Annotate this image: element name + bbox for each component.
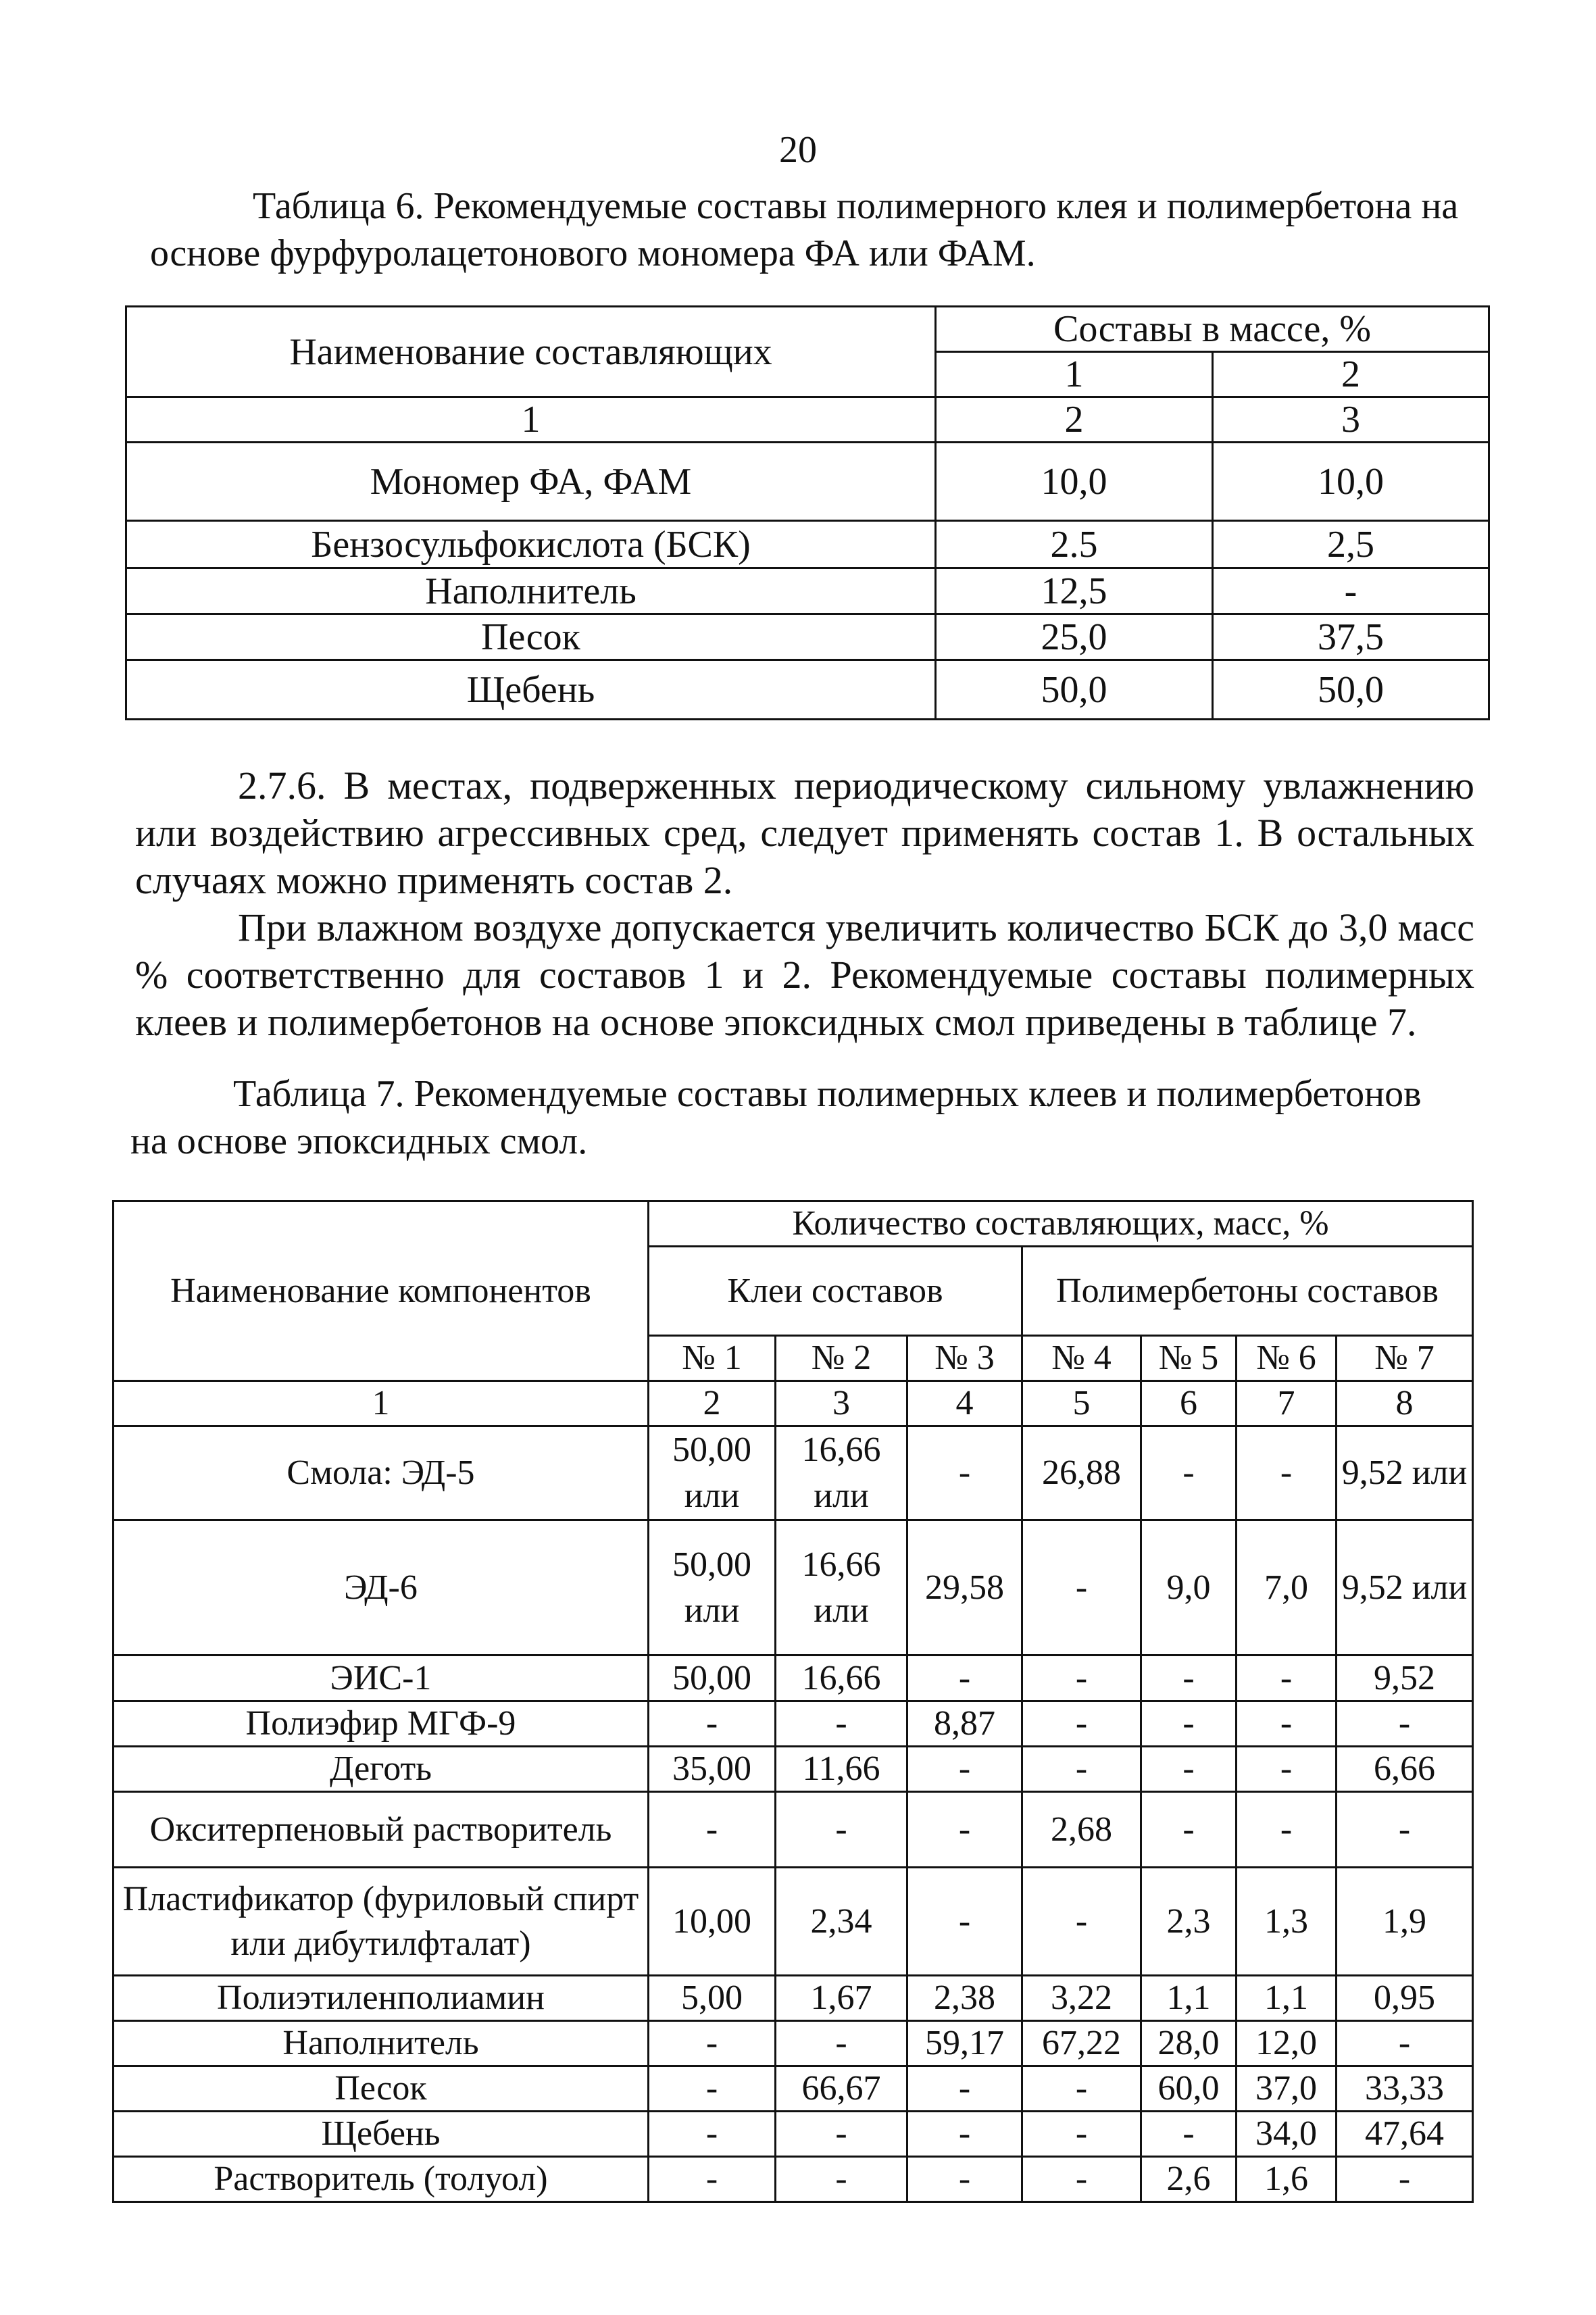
t7-cell: 9,52 или — [1337, 1426, 1473, 1520]
t7-cell: ЭД-6 — [114, 1520, 649, 1656]
t7-num: № 3 — [907, 1336, 1022, 1381]
t7-cell: Деготь — [114, 1747, 649, 1792]
t7-cell: 37,0 — [1237, 2066, 1337, 2112]
t7-cell: 9,0 — [1141, 1520, 1237, 1656]
t7-cell: 28,0 — [1141, 2021, 1237, 2066]
t6-head-name: Наименование составляющих — [126, 307, 936, 397]
table-row — [126, 614, 1489, 660]
table-row — [114, 1976, 1473, 2021]
t7-cell: Смола: ЭД-5 — [114, 1426, 649, 1520]
t7-cell: 2,34 — [776, 1868, 907, 1976]
t6-cell: Наполнитель — [126, 568, 936, 614]
t7-cell: - — [1022, 1747, 1141, 1792]
t7-cell: 66,67 — [776, 2066, 907, 2112]
table-row — [114, 1426, 1473, 1520]
t7-cell: - — [649, 2157, 776, 2202]
t7-cell: 1,6 — [1237, 2157, 1337, 2202]
t7-cell: - — [1141, 1426, 1237, 1520]
table-row — [114, 1747, 1473, 1792]
table-row — [114, 2021, 1473, 2066]
table-row — [126, 443, 1489, 521]
t7-num: № 1 — [649, 1336, 776, 1381]
table-row — [126, 521, 1489, 568]
t7-cell: - — [907, 2066, 1022, 2112]
t7-cell: 5,00 — [649, 1976, 776, 2021]
t7-colnum: 8 — [1337, 1381, 1473, 1426]
t7-cell: - — [907, 1656, 1022, 1701]
t7-cell: 8,87 — [907, 1701, 1022, 1747]
t7-colnum: 6 — [1141, 1381, 1237, 1426]
t7-cell: 29,58 — [907, 1520, 1022, 1656]
t6-head-c2: 2 — [1213, 352, 1489, 397]
table7-caption: Таблица 7. Рекомендуемые составы полимерных клеев и полимербетонов на основе эпоксидных смол. — [130, 1073, 1422, 1162]
t7-colnum: 2 — [649, 1381, 776, 1426]
t7-cell: 16,66 — [776, 1656, 907, 1701]
t7-cell: 2,6 — [1141, 2157, 1237, 2202]
t7-cell: 10,00 — [649, 1868, 776, 1976]
t7-colnum: 4 — [907, 1381, 1022, 1426]
t7-cell: - — [1337, 1701, 1473, 1747]
t7-cell: Пластификатор (фуриловый спирт или дибутилфталат) — [114, 1868, 649, 1976]
t7-cell: - — [1337, 2021, 1473, 2066]
t7-cell: 16,66 или — [776, 1520, 907, 1656]
t7-cell: 50,00 или — [649, 1520, 776, 1656]
t6-cell: 2.5 — [936, 521, 1213, 568]
t7-cell: 26,88 — [1022, 1426, 1141, 1520]
t7-cell: - — [649, 1701, 776, 1747]
table-row — [126, 660, 1489, 720]
t7-cell: 16,66 или — [776, 1426, 907, 1520]
t7-cell: 2,3 — [1141, 1868, 1237, 1976]
t7-num: № 5 — [1141, 1336, 1237, 1381]
t7-cell: - — [1237, 1701, 1337, 1747]
t7-cell: 2,38 — [907, 1976, 1022, 2021]
t7-cell: 7,0 — [1237, 1520, 1337, 1656]
t7-cell: Песок — [114, 2066, 649, 2112]
t7-cell: 34,0 — [1237, 2112, 1337, 2157]
t7-head-name: Наименование компонентов — [114, 1201, 649, 1381]
t6-cell: 50,0 — [936, 660, 1213, 720]
table-row — [114, 1701, 1473, 1747]
t7-cell: - — [907, 2157, 1022, 2202]
t7-num: № 2 — [776, 1336, 907, 1381]
t6-cell: 10,0 — [936, 443, 1213, 521]
t7-cell: - — [1141, 1792, 1237, 1868]
table-row — [114, 1656, 1473, 1701]
t7-cell: - — [649, 1792, 776, 1868]
t7-colnum: 7 — [1237, 1381, 1337, 1426]
t7-cell: Щебень — [114, 2112, 649, 2157]
t7-cell: 1,9 — [1337, 1868, 1473, 1976]
t7-cell: ЭИС-1 — [114, 1656, 649, 1701]
table-row — [114, 1868, 1473, 1976]
t6-cell: 37,5 — [1213, 614, 1489, 660]
t7-cell: 9,52 или — [1337, 1520, 1473, 1656]
t7-cell: - — [1022, 1656, 1141, 1701]
t7-cell: 1,3 — [1237, 1868, 1337, 1976]
t7-cell: Полиэфир МГФ-9 — [114, 1701, 649, 1747]
t6-head-c1: 1 — [936, 352, 1213, 397]
page-number: 20 — [779, 129, 817, 171]
t7-cell: 3,22 — [1022, 1976, 1141, 2021]
t7-cell: - — [1141, 1747, 1237, 1792]
t6-num-cell: 3 — [1213, 397, 1489, 443]
paragraph: 2.7.6. В местах, подверженных периодическому сильному увлажнению или воздействию агрессивных сред, следует применять состав 1. В остальных случаях можно применять состав 2. — [135, 764, 1474, 902]
t6-cell: 2,5 — [1213, 521, 1489, 568]
table-row — [114, 1792, 1473, 1868]
t6-num-cell: 1 — [126, 397, 936, 443]
t7-cell: 1,67 — [776, 1976, 907, 2021]
t7-cell: 1,1 — [1141, 1976, 1237, 2021]
table-6 — [125, 305, 1490, 720]
t7-cell: - — [907, 1868, 1022, 1976]
t7-cell: 2,68 — [1022, 1792, 1141, 1868]
t7-colnum: 1 — [114, 1381, 649, 1426]
t7-cell: - — [1237, 1426, 1337, 1520]
table-row — [114, 1520, 1473, 1656]
t7-cell: - — [1337, 2157, 1473, 2202]
table-row — [114, 2066, 1473, 2112]
t7-cell: 11,66 — [776, 1747, 907, 1792]
t7-cell: - — [907, 2112, 1022, 2157]
t7-cell: - — [776, 1701, 907, 1747]
t7-cell: - — [1022, 1701, 1141, 1747]
t7-cell: 50,00 — [649, 1656, 776, 1701]
t7-cell: - — [1141, 1701, 1237, 1747]
t7-cell: Наполнитель — [114, 2021, 649, 2066]
table-row — [114, 2157, 1473, 2202]
t7-cell: 9,52 — [1337, 1656, 1473, 1701]
t6-num-cell: 2 — [936, 397, 1213, 443]
t7-cell: Полиэтиленполиамин — [114, 1976, 649, 2021]
t7-cell: - — [1022, 2066, 1141, 2112]
t7-cell: - — [1237, 1792, 1337, 1868]
t7-cell: 67,22 — [1022, 2021, 1141, 2066]
t7-cell: - — [1237, 1747, 1337, 1792]
t7-cell: - — [1337, 1792, 1473, 1868]
t7-cell: - — [649, 2021, 776, 2066]
t7-head-group: Количество составляющих, масс, % — [649, 1201, 1473, 1247]
t7-cell: 60,0 — [1141, 2066, 1237, 2112]
table6-caption: Таблица 6. Рекомендуемые составы полимерного клея и полимербетона на основе фурфуролацетонового мономера ФА или ФАМ. — [150, 185, 1459, 274]
t7-colnum: 3 — [776, 1381, 907, 1426]
t6-head-group: Составы в массе, % — [936, 307, 1489, 352]
t6-cell: 10,0 — [1213, 443, 1489, 521]
t7-cell: 6,66 — [1337, 1747, 1473, 1792]
t7-cell: 59,17 — [907, 2021, 1022, 2066]
paragraph: При влажном воздухе допускается увеличить количество БСК до 3,0 масс % соответственно для составов 1 и 2. Рекомендуемые составы полимерных клеев и полимербетонов на основе эпоксидных смол приведены в таблице 7. — [135, 905, 1474, 1044]
t7-cell: 1,1 — [1237, 1976, 1337, 2021]
t7-cell: Окситерпеновый растворитель — [114, 1792, 649, 1868]
t7-colnum: 5 — [1022, 1381, 1141, 1426]
t6-cell: Бензосульфокислота (БСК) — [126, 521, 936, 568]
t6-cell: Мономер ФА, ФАМ — [126, 443, 936, 521]
t7-cell: - — [776, 2021, 907, 2066]
t6-cell: 12,5 — [936, 568, 1213, 614]
t7-cell: - — [907, 1747, 1022, 1792]
t7-cell: 47,64 — [1337, 2112, 1473, 2157]
t7-cell: 33,33 — [1337, 2066, 1473, 2112]
t7-cell: - — [907, 1426, 1022, 1520]
t7-cell: Растворитель (толуол) — [114, 2157, 649, 2202]
t7-cell: - — [1022, 1868, 1141, 1976]
t6-cell: Песок — [126, 614, 936, 660]
t6-cell: - — [1213, 568, 1489, 614]
t7-num: № 7 — [1337, 1336, 1473, 1381]
table-row — [114, 2112, 1473, 2157]
t7-cell: - — [1237, 1656, 1337, 1701]
table-7 — [112, 1200, 1474, 2203]
t7-cell: - — [776, 2112, 907, 2157]
t7-cell: 0,95 — [1337, 1976, 1473, 2021]
t7-cell: - — [907, 1792, 1022, 1868]
table-row — [126, 568, 1489, 614]
t7-num: № 6 — [1237, 1336, 1337, 1381]
t6-cell: 25,0 — [936, 614, 1213, 660]
t6-cell: Щебень — [126, 660, 936, 720]
t7-cell: - — [1022, 1520, 1141, 1656]
t7-cell: - — [776, 1792, 907, 1868]
t7-cell: - — [1022, 2157, 1141, 2202]
t6-cell: 50,0 — [1213, 660, 1489, 720]
t7-cell: 50,00 или — [649, 1426, 776, 1520]
t7-cell: - — [649, 2112, 776, 2157]
t7-cell: 12,0 — [1237, 2021, 1337, 2066]
t7-head-glue: Клеи составов — [649, 1247, 1022, 1336]
t7-cell: - — [776, 2157, 907, 2202]
t7-cell: - — [1022, 2112, 1141, 2157]
t7-cell: 35,00 — [649, 1747, 776, 1792]
t7-head-concrete: Полимербетоны составов — [1022, 1247, 1473, 1336]
t7-cell: - — [649, 2066, 776, 2112]
t7-cell: - — [1141, 2112, 1237, 2157]
t7-num: № 4 — [1022, 1336, 1141, 1381]
t7-cell: - — [1141, 1656, 1237, 1701]
